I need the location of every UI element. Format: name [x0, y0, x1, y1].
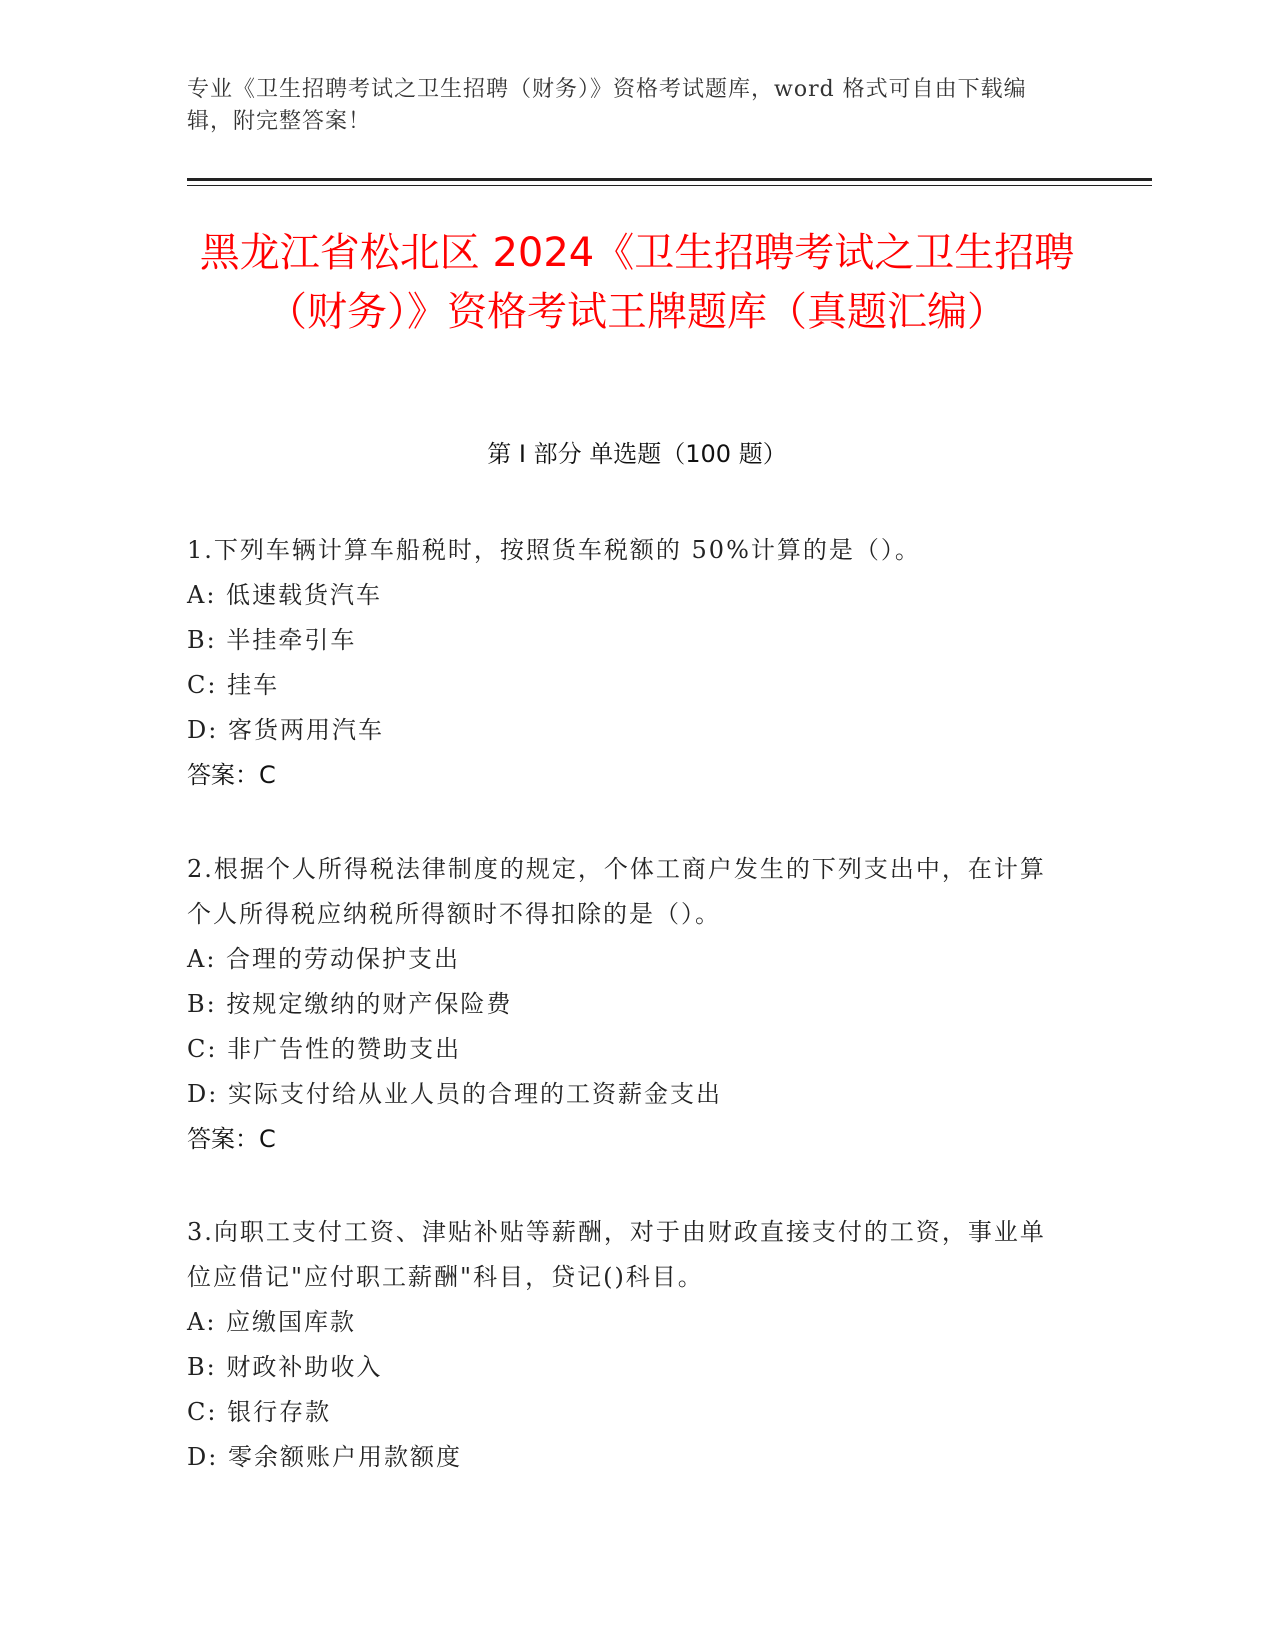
question-stem: 3.向职工支付工资、津贴补贴等薪酬，对于由财政直接支付的工资，事业单位应借记"应付职工薪酬"科目，贷记()科目。 [187, 1218, 1046, 1291]
option-b: B: 按规定缴纳的财产保险费 [187, 990, 513, 1018]
option-d: D: 实际支付给从业人员的合理的工资薪金支出 [187, 1080, 722, 1108]
answer-line: 答案：C [187, 1125, 276, 1153]
option-c: C: 挂车 [187, 671, 280, 699]
question-1 [187, 528, 1067, 798]
question-stem: 2.根据个人所得税法律制度的规定，个体工商户发生的下列支出中，在计算个人所得税应纳税所得额时不得扣除的是（）。 [187, 855, 1046, 928]
option-b: B: 财政补助收入 [187, 1353, 383, 1381]
answer-line: 答案：C [187, 761, 276, 789]
question-stem: 1.下列车辆计算车船税时，按照货车税额的 50%计算的是（）。 [187, 536, 921, 564]
option-a: A: 应缴国库款 [187, 1308, 357, 1336]
header-divider-thick [187, 178, 1152, 181]
option-a: A: 低速载货汽车 [187, 581, 383, 609]
question-3 [187, 1210, 1067, 1480]
option-a: A: 合理的劳动保护支出 [187, 945, 461, 973]
option-b: B: 半挂牵引车 [187, 626, 357, 654]
option-c: C: 银行存款 [187, 1398, 332, 1426]
option-d: D: 客货两用汽车 [187, 716, 384, 744]
option-c: C: 非广告性的赞助支出 [187, 1035, 462, 1063]
header-note: 专业《卫生招聘考试之卫生招聘（财务）》资格考试题库，word 格式可自由下载编辑，附完整答案！ [187, 77, 1027, 134]
question-2 [187, 847, 1067, 1162]
option-d: D: 零余额账户用款额度 [187, 1443, 462, 1471]
section-heading: 第 I 部分 单选题（100 题） [487, 440, 787, 468]
document-title: 黑龙江省松北区 2024《卫生招聘考试之卫生招聘（财务）》资格考试王牌题库（真题汇编） [199, 230, 1075, 335]
header-divider-thin [187, 185, 1152, 186]
